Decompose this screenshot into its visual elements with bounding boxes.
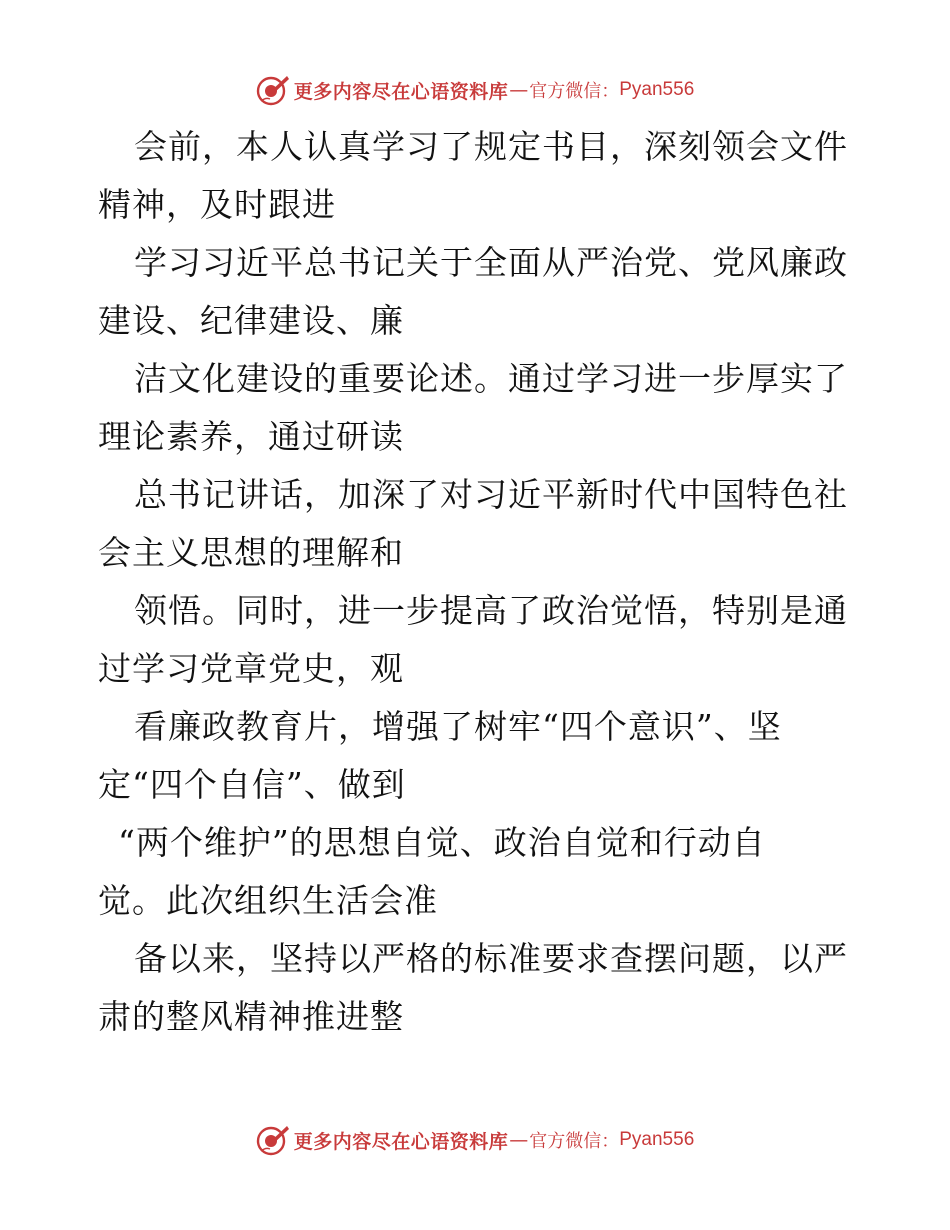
document-body — [98, 118, 858, 1046]
body-line: 定“四个自信”、做到 — [98, 765, 406, 804]
footer-brand-text: 更多内容尽在心语资料库 — [293, 1130, 509, 1153]
body-line: 会主义思想的理解和 — [98, 533, 404, 572]
body-line: 备以来，坚持以严格的标准要求查摆问题，以严 — [134, 939, 848, 978]
footer-dash: — — [509, 1129, 529, 1151]
pen-logo-icon — [256, 1123, 290, 1157]
body-line: 看廉政教育片，增强了树牢“四个意识”、坚 — [134, 707, 782, 746]
body-line: “两个维护”的思想自觉、政治自觉和行动自 — [118, 823, 766, 862]
footer-wechat-label: 官方微信： — [529, 1131, 620, 1152]
pen-logo-icon — [256, 73, 290, 107]
body-line: 会前，本人认真学习了规定书目，深刻领会文件 — [134, 127, 848, 166]
body-line: 领悟。同时，进一步提高了政治觉悟，特别是通 — [134, 591, 848, 630]
header-brand-text: 更多内容尽在心语资料库 — [293, 80, 509, 103]
body-line: 过学习党章党史，观 — [98, 649, 404, 688]
header-wechat-label: 官方微信： — [529, 81, 620, 102]
header-dash: — — [509, 79, 529, 101]
body-line: 理论素养，通过研读 — [98, 417, 404, 456]
footer-banner — [0, 1120, 950, 1160]
body-line: 建设、纪律建设、廉 — [98, 301, 404, 340]
header-banner — [0, 70, 950, 110]
body-line: 洁文化建设的重要论述。通过学习进一步厚实了 — [134, 359, 848, 398]
body-line: 学习习近平总书记关于全面从严治党、党风廉政 — [134, 243, 848, 282]
body-line: 精神，及时跟进 — [98, 185, 336, 224]
header-wechat-id: Pyan556 — [619, 79, 695, 100]
body-line: 肃的整风精神推进整 — [98, 997, 404, 1036]
body-line: 总书记讲话，加深了对习近平新时代中国特色社 — [134, 475, 848, 514]
footer-wechat-id: Pyan556 — [619, 1129, 695, 1150]
body-line: 觉。此次组织生活会准 — [98, 881, 438, 920]
